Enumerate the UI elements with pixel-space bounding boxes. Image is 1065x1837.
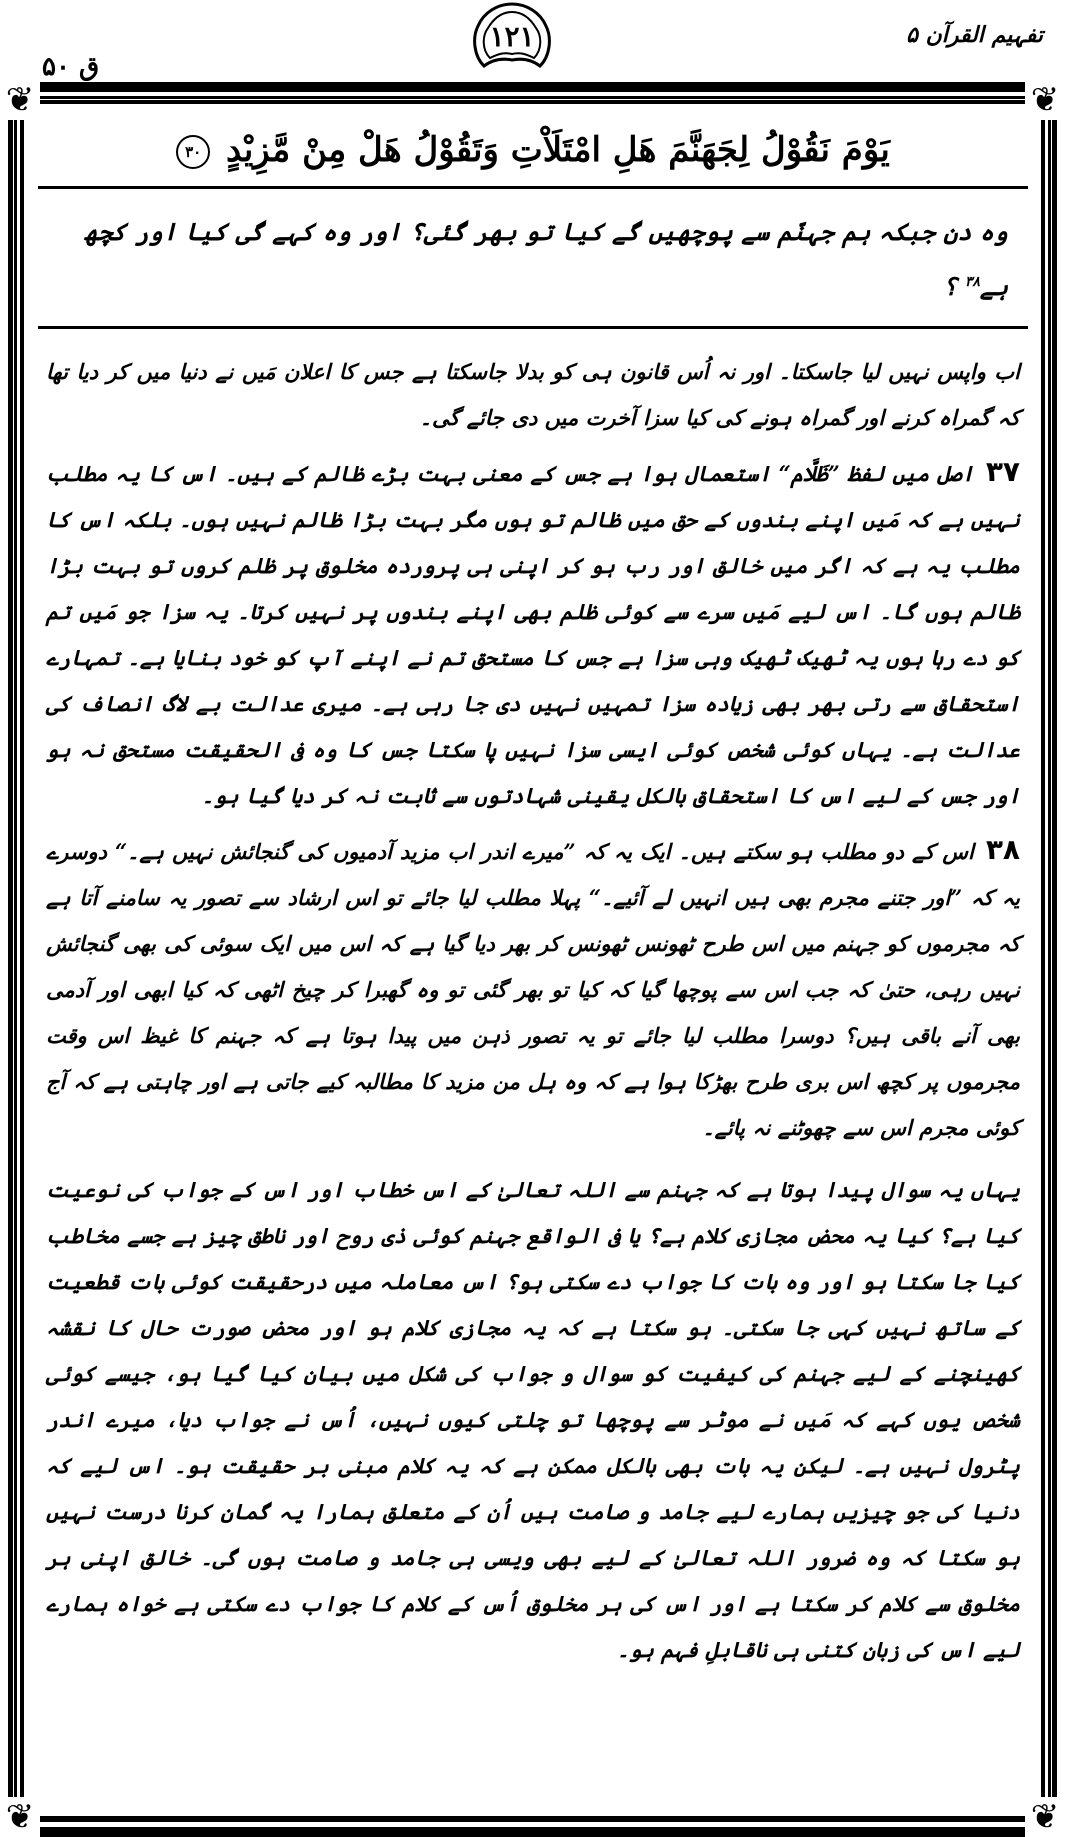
frame-rule-bottom [40, 1816, 1025, 1819]
book-title: تفہیم القرآن ۵ [906, 22, 1043, 48]
commentary [38, 329, 1028, 1673]
footnote-number: ۳۸ [985, 833, 1021, 866]
surah-marker: ق ۵۰ [42, 52, 100, 82]
page-content [38, 110, 1028, 1681]
translation-text: وہ دن جبکہ ہم جہنّم سے پوچھیں گے کیا تو بھر گئی؟ اور وہ کہے گی کیا اور کچھ ہے [84, 217, 1008, 301]
paragraph-text: اس کے دو مطلب ہو سکتے ہیں۔ ایک یہ کہ ”میرے اندر اب مزید آدمیوں کی گنجائش نہیں ہے۔“ دوسرے یہ کہ ”اور جتنے مجرم بھی ہیں انہیں لے آئیے۔“ پہلا مطلب لیا جائے تو اس ارشاد سے تصور یہ سامنے آتا ہے کہ مجرموں کو جہنم میں اس طرح ٹھونس ٹھونس کر بھر دیا گیا ہے کہ اس میں ایک سوئی کی بھی گنجائش نہیں رہی، حتیٰ کہ جب اس سے پوچھا گیا کہ کیا تو بھر گئی تو وہ گھبرا کر چیخ اٹھی کہ کیا ابھی اور آدمی بھی آنے باقی ہیں؟ دوسرا مطلب لیا جائے تو یہ تصور ذہن میں پیدا ہوتا ہے کہ جہنم کا غیظ اس وقت مجرموں پر کچھ اس بری طرح بھڑکا ہوا ہے کہ وہ ہل من مزید کا مطالبہ کیے جاتی ہے اور چاہتی ہے کہ آج کوئی مجرم اس سے چھوٹنے نہ پائے۔ [46, 839, 1020, 1140]
commentary-paragraph [46, 1167, 1020, 1673]
paragraph-text: اصل میں لفظ ”ظَلَّام“ استعمال ہوا ہے جس کے معنی بہت بڑے ظالم کے ہیں۔ اس کا یہ مطلب نہیں ہے کہ مَیں اپنے بندوں کے حق میں ظالم تو ہوں مگر بہت بڑا ظالم نہیں ہوں۔ بلکہ اس کا مطلب یہ ہے کہ اگر میں خالق اور رب ہو کر اپنی ہی پروردہ مخلوق پر ظلم کروں تو بہت بڑا ظالم ہوں گا۔ اس لیے مَیں سرے سے کوئی ظلم بھی اپنے بندوں پر نہیں کرتا۔ یہ سزا جو مَیں تم کو دے رہا ہوں یہ ٹھیک ٹھیک وہی سزا ہے جس کا مستحق تم نے اپنے آپ کو خود بنایا ہے۔ تمہارے استحقاق سے رتی بھر بھی زیادہ سزا تمہیں نہیں دی جا رہی ہے۔ میری عدالت بے لاگ انصاف کی عدالت ہے۔ یہاں کوئی شخص کوئی ایسی سزا نہیں پا سکتا جس کا وہ فی الحقیقت مستحق نہ ہو اور جس کے لیے اس کا استحقاق بالکل یقینی شہادتوں سے ثابت نہ کر دیا گیا ہو۔ [46, 461, 1020, 808]
corner-ornament-icon: ❦ [1025, 1797, 1065, 1837]
commentary-paragraph [46, 349, 1020, 441]
frame-rule-top [40, 96, 1025, 99]
paragraph-text: یہاں یہ سوال پیدا ہوتا ہے کہ جہنم سے اللہ تعالیٰ کے اس خطاب اور اس کے جواب کی نوعیت کیا ہے؟ کیا یہ محض مجازی کلام ہے؟ یا فی الواقع جہنم کوئی ذی روح اور ناطق چیز ہے جسے مخاطب کیا جا سکتا ہو اور وہ بات کا جواب دے سکتی ہو؟ اس معاملہ میں درحقیقت کوئی بات قطعیت کے ساتھ نہیں کہی جا سکتی۔ ہو سکتا ہے کہ یہ مجازی کلام ہو اور محض صورت حال کا نقشہ کھینچنے کے لیے جہنم کی کیفیت کو سوال و جواب کی شکل میں بیان کیا گیا ہو، جیسے کوئی شخص یوں کہے کہ مَیں نے موٹر سے پوچھا تو چلتی کیوں نہیں، اُس نے جواب دیا، میرے اندر پٹرول نہیں ہے۔ لیکن یہ بات بھی بالکل ممکن ہے کہ یہ کلام مبنی بر حقیقت ہو۔ اس لیے کہ دنیا کی جو چیزیں ہمارے لیے جامد و صامت ہیں اُن کے متعلق ہمارا یہ گمان کرنا درست نہیں ہو سکتا کہ وہ ضرور اللہ تعالیٰ کے لیے بھی ویسی ہی جامد و صامت ہوں گی۔ خالق اپنی ہر مخلوق سے کلام کر سکتا ہے اور اس کی ہر مخلوق اُس کے کلام کا جواب دے سکتی ہے خواہ ہمارے لیے اس کی زبان کتنی ہی ناقابلِ فہم ہو۔ [46, 1177, 1020, 1662]
frame-side-left [14, 110, 17, 1810]
verse-translation [38, 189, 1028, 312]
corner-ornament-icon: ❦ [1025, 80, 1065, 120]
corner-ornament-icon: ❦ [0, 1797, 40, 1837]
page-number-badge [470, 2, 554, 74]
ayah-number: ۳۰ [176, 135, 210, 169]
footnote-number: ۳۷ [985, 455, 1021, 488]
paragraph-text: اب واپس نہیں لیا جاسکتا۔ اور نہ اُس قانون ہی کو بدلا جاسکتا ہے جس کا اعلان مَیں نے دنیا میں کر دیا تھا کہ گمراہ کرنے اور گمراہ ہونے کی کیا سزا آخرت میں دی جائے گی۔ [46, 359, 1020, 430]
frame-side-right [1048, 110, 1051, 1810]
quran-verse [38, 110, 1028, 180]
footnote-ref: ۳۸ [964, 274, 980, 290]
verse-text: یَوْمَ نَقُوْلُ لِجَهَنَّمَ هَلِ امْتَلَاْتِ وَتَقُوْلُ هَلْ مِنْ مَّزِیْدٍ [225, 130, 890, 170]
translation-end-mark: ؟ [943, 272, 957, 301]
corner-ornament-icon: ❦ [0, 80, 40, 120]
commentary-paragraph [46, 827, 1020, 1151]
page-number: ۱۲۱ [489, 20, 535, 53]
commentary-paragraph [46, 449, 1020, 819]
